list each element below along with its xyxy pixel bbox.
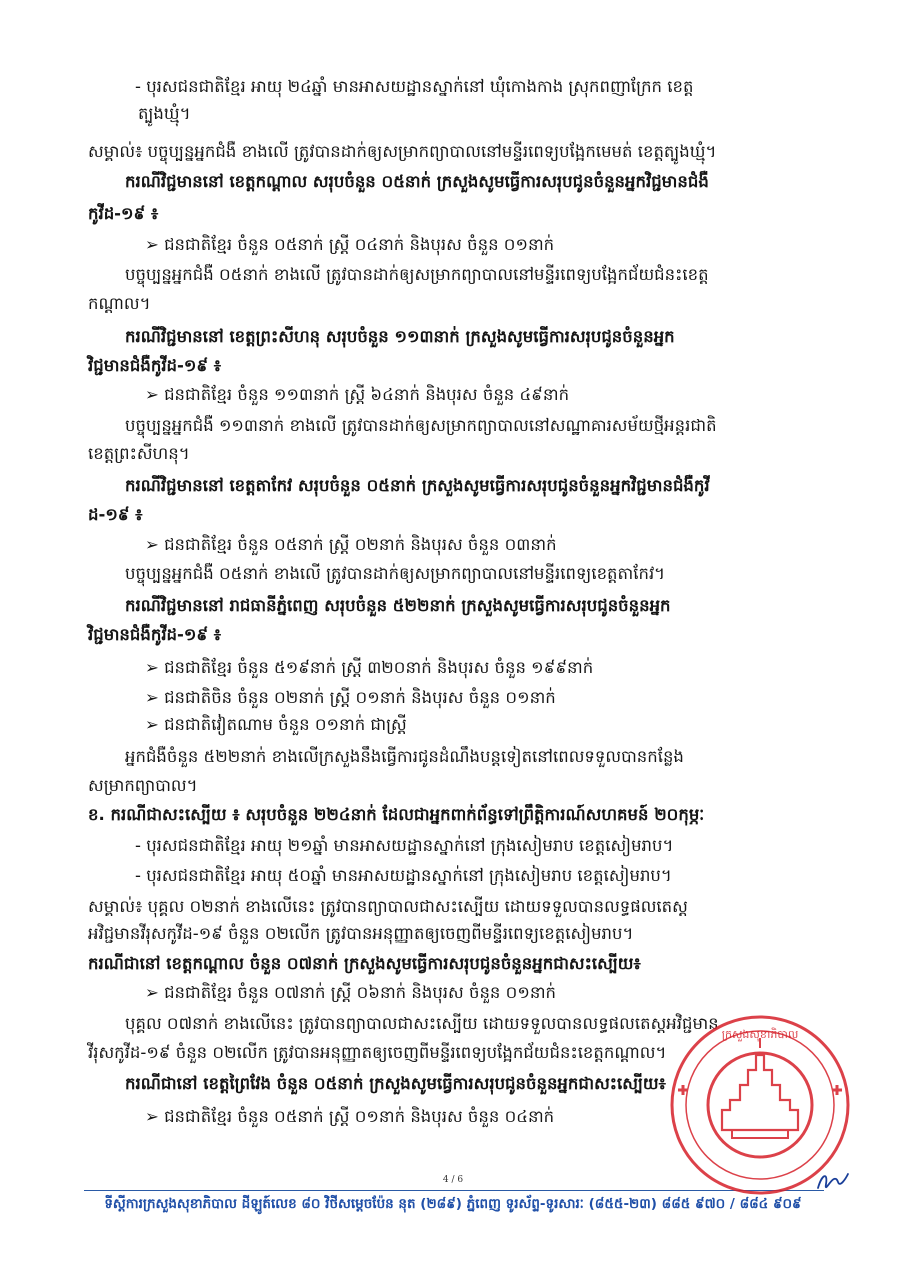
text-line: កូវីដ-១៩ ៖: [88, 204, 159, 223]
text-line: ខ. ករណីជាសះស្បើយ ៖ សរុបចំនួន ២២៤នាក់ ដែលជាអ្នកពាក់ព័ន្ធទៅព្រឹត្តិការណ៍សហគមន៍ ២០កុម្ភៈ: [88, 805, 705, 824]
text-line: - បុរសជនជាតិខ្មែរ អាយុ ៥០ឆ្នាំ មានអាសយដ្ឋានស្នាក់នៅ ក្រុងសៀមរាប ខេត្តសៀមរាប។: [135, 866, 672, 885]
text-line: ➢ ជនជាតិចិន ចំនួន ០២នាក់ ស្ត្រី ០១នាក់ និងបុរស ចំនួន ០១នាក់: [145, 688, 556, 707]
text-line: ➢ ជនជាតិខ្មែរ ចំនួន ០៥នាក់ ស្ត្រី ០១នាក់ និងបុរស ចំនួន ០៤នាក់: [145, 1107, 555, 1126]
text-line: សម្គាល់៖ បុគ្គល ០២នាក់ ខាងលើនេះ ត្រូវបានព្យាបាលជាសះស្បើយ ដោយទទួលបានលទ្ធផលតេស្ត: [88, 897, 688, 916]
seal-text: ក្រសួងសុខាភិបាល: [721, 1028, 799, 1041]
page-number: 4 / 6: [442, 1175, 464, 1185]
text-line: វិជ្ជមានជំងឺកូវីដ-១៩ ៖: [88, 356, 222, 375]
text-line: បុគ្គល ០៧នាក់ ខាងលើនេះ ត្រូវបានព្យាបាលជាសះស្បើយ ដោយទទួលបានលទ្ធផលតេស្តអវិជ្ជមាន: [125, 1014, 719, 1033]
text-line: សម្គាល់៖ បច្ចុប្បន្នអ្នកជំងឺ ខាងលើ ត្រូវបានដាក់ឲ្យសម្រាកព្យាបាលនៅមន្ទីរពេទ្យបង្អែកមេមត់ ខេត្តត្បូងឃ្មុំ។: [88, 142, 717, 161]
text-line: ➢ ជនជាតិខ្មែរ ចំនួន ៥១៩នាក់ ស្ត្រី ៣២០នាក់ និងបុរស ចំនួន ១៩៩នាក់: [145, 658, 594, 677]
text-line: សម្រាកព្យាបាល។: [88, 776, 198, 795]
text-line: ➢ ជនជាតិវៀតណាម ចំនួន ០១នាក់ ជាស្ត្រី: [145, 715, 407, 734]
text-line: វិជ្ជមានជំងឺកូវីដ-១៩ ៖: [88, 625, 222, 644]
text-line: ត្បូងឃ្មុំ។: [138, 104, 191, 123]
text-line: - បុរសជនជាតិខ្មែរ អាយុ ២១ឆ្នាំ មានអាសយដ្ឋានស្នាក់នៅ ក្រុងសៀមរាប ខេត្តសៀមរាប។: [135, 836, 674, 855]
text-line: ករណីវិជ្ជមាននៅ ខេត្តកណ្ដាល សរុបចំនួន ០៥នាក់ ក្រសួងសូមធ្វើការសរុបជូនចំនួនអ្នកវិជ្ជមានជំងឺ: [125, 172, 709, 191]
text-line: ដ-១៩ ៖: [88, 505, 143, 524]
text-line: ➢ ជនជាតិខ្មែរ ចំនួន ០៧នាក់ ស្ត្រី ០៦នាក់ និងបុរស ចំនួន ០១នាក់: [145, 983, 557, 1002]
text-line: អវិជ្ជមានវីរុសកូវីដ-១៩ ចំនួន ០២លើក ត្រូវបានអនុញ្ញាតឲ្យចេញពីមន្ទីរពេទ្យខេត្តសៀមរាប។: [88, 924, 634, 943]
text-line: - បុរសជនជាតិខ្មែរ អាយុ ២៤ឆ្នាំ មានអាសយដ្ឋានស្នាក់នៅ ឃុំកោងកាង ស្រុកពញាក្រែក ខេត្ត: [135, 77, 694, 96]
text-line: ករណីវិជ្ជមាននៅ រាជធានីភ្នំពេញ សរុបចំនួន ៥២២នាក់ ក្រសួងសូមធ្វើការសរុបជូនចំនួនអ្នក: [125, 596, 671, 615]
text-line: ករណីវិជ្ជមាននៅ ខេត្តតាកែវ សរុបចំនួន ០៥នាក់ ក្រសួងសូមធ្វើការសរុបជូនចំនួនអ្នកវិជ្ជមានជំងឺកូវី: [125, 476, 710, 495]
text-line: បច្ចុប្បន្នអ្នកជំងឺ ១១៣នាក់ ខាងលើ ត្រូវបានដាក់ឲ្យសម្រាកព្យាបាលនៅសណ្ឋាគារសម័យថ្មីអន្តរជាតិ: [125, 416, 717, 435]
handwritten-signature: [812, 1160, 852, 1200]
text-line: ករណីវិជ្ជមាននៅ ខេត្តព្រះសីហនុ សរុបចំនួន ១១៣នាក់ ក្រសួងសូមធ្វើការសរុបជូនចំនួនអ្នក: [125, 327, 675, 346]
footer-address: ទីស្ដីការក្រសួងសុខាភិបាល ដីឡូត៍លេខ ៨០ វិថីសម្ដេចប៉ែន នុត (២៨៩) ភ្នំពេញ ទូរស័ព្ទ-ទូរសារៈ (៨៥៥-២៣) ៨៨៥ ៩៧០ / ៨៨៤ ៩០៩: [104, 1196, 802, 1212]
text-line: ➢ ជនជាតិខ្មែរ ចំនួន ១១៣នាក់ ស្ត្រី ៦៤នាក់ និងបុរស ចំនួន ៤៩នាក់: [145, 385, 570, 404]
text-line: ខេត្តព្រះសីហនុ។: [88, 444, 190, 463]
text-line: បច្ចុប្បន្នអ្នកជំងឺ ០៥នាក់ ខាងលើ ត្រូវបានដាក់ឲ្យសម្រាកព្យាបាលនៅមន្ទីរពេទ្យបង្អែកជ័យជំនះខេត្ត: [125, 265, 709, 284]
text-line: ករណីជានៅ ខេត្តកណ្ដាល ចំនួន ០៧នាក់ ក្រសួងសូមធ្វើការសរុបជូនចំនួនអ្នកជាសះស្បើយ៖: [88, 954, 641, 973]
text-line: ករណីជានៅ ខេត្តព្រៃវែង ចំនួន ០៥នាក់ ក្រសួងសូមធ្វើការសរុបជូនចំនួនអ្នកជាសះស្បើយ៖: [125, 1074, 666, 1093]
text-line: ➢ ជនជាតិខ្មែរ ចំនួន ០៥នាក់ ស្ត្រី ០៤នាក់ និងបុរស ចំនួន ០១នាក់: [145, 235, 555, 254]
text-line: អ្នកជំងឺចំនួន ៥២២នាក់ ខាងលើក្រសួងនឹងធ្វើការជូនដំណឹងបន្តទៀតនៅពេលទទួលបានកន្លែង: [125, 747, 684, 766]
text-line: បច្ចុប្បន្នអ្នកជំងឺ ០៥នាក់ ខាងលើ ត្រូវបានដាក់ឲ្យសម្រាកព្យាបាលនៅមន្ទីរពេទ្យខេត្តតាកែវ។: [125, 564, 666, 583]
text-line: វីរុសកូវីដ-១៩ ចំនួន ០២លើក ត្រូវបានអនុញ្ញាតឲ្យចេញពីមន្ទីរពេទ្យបង្អែកជ័យជំនះខេត្តកណ្ដាល។: [88, 1043, 667, 1062]
text-line: ➢ ជនជាតិខ្មែរ ចំនួន ០៥នាក់ ស្ត្រី ០២នាក់ និងបុរស ចំនួន ០៣នាក់: [145, 535, 557, 554]
text-line: កណ្ដាល។: [88, 294, 151, 313]
